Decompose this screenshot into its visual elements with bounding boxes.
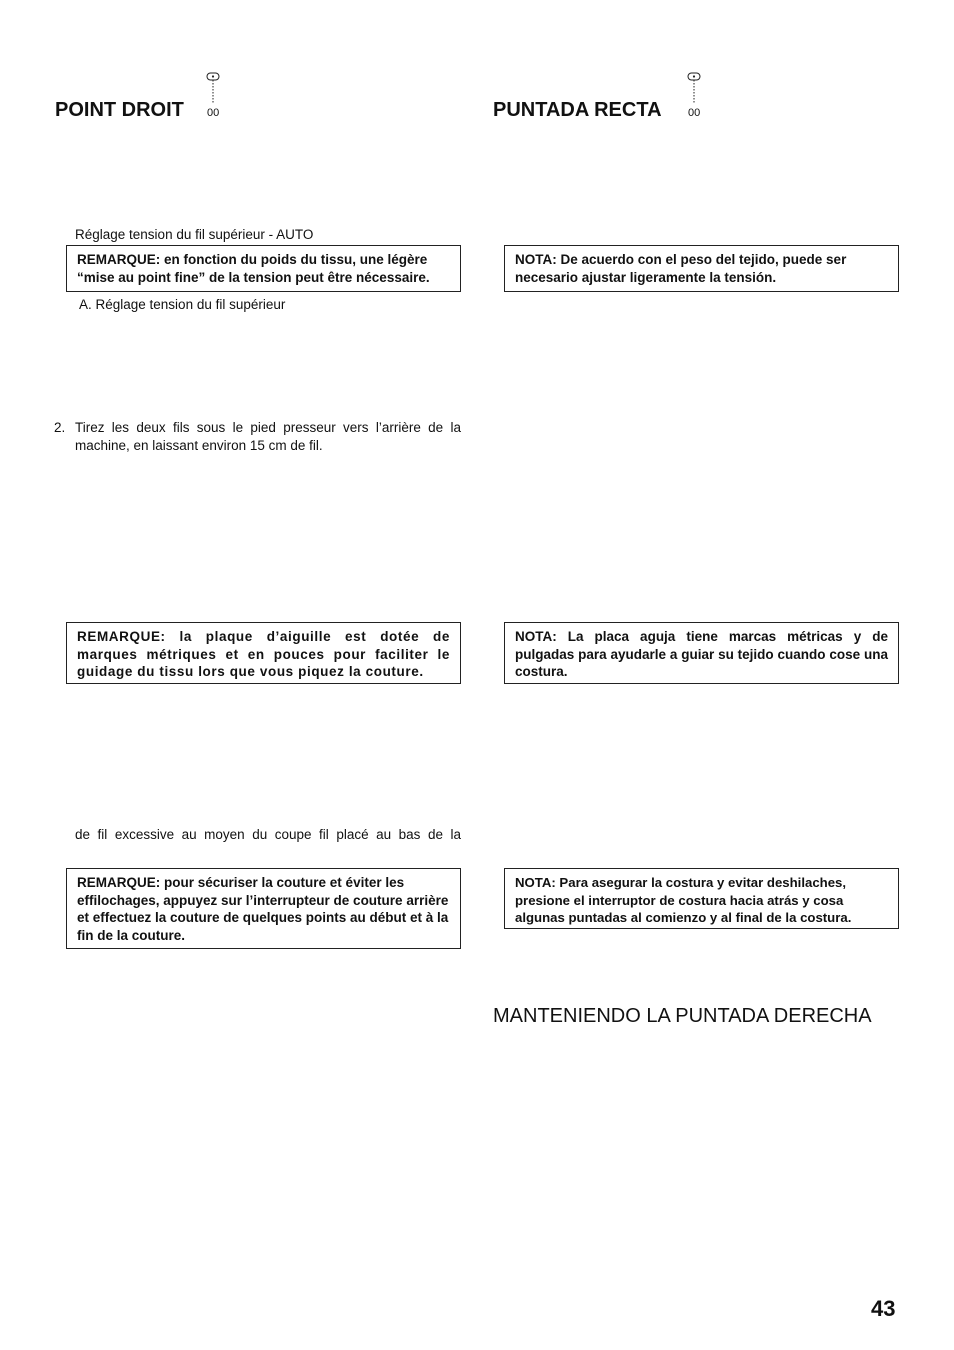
- step-2-number: 2.: [54, 420, 66, 435]
- tension-caption: A. Réglage tension du fil supérieur: [79, 297, 286, 312]
- right-note-reverse: NOTA: Para asegurar la costura y evitar deshilaches, presione el interruptor de costura hacia atrás y cosa algunas puntadas al comienzo y al final de la costura.: [504, 868, 899, 929]
- left-title: POINT DROIT: [55, 99, 184, 121]
- right-title: PUNTADA RECTA: [493, 99, 662, 121]
- right-note-needle-plate: NOTA: La placa aguja tiene marcas métricas y de pulgadas para ayudarle a guiar su tejido cuando cose una costura.: [504, 622, 899, 684]
- thread-cutter-fragment: de fil excessive au moyen du coupe fil placé au bas de la: [75, 827, 461, 842]
- right-note-tension: NOTA: De acuerdo con el peso del tejido, puede ser necesario ajustar ligeramente la tensión.: [504, 245, 899, 292]
- right-stitch-number: 00: [688, 107, 701, 119]
- left-note-reverse: REMARQUE: pour sécuriser la couture et éviter les effilochages, appuyez sur l’interrupteur de couture arrière et effectuez la couture de quelques points au début et à la fin de la couture.: [66, 868, 461, 949]
- left-stitch-number: 00: [207, 107, 220, 119]
- right-subheading: MANTENIENDO LA PUNTADA DERECHA: [493, 1005, 872, 1027]
- step-2-text: Tirez les deux fils sous le pied presseur vers l’arrière de la machine, en laissant environ 15 cm de fil.: [75, 420, 461, 453]
- straight-stitch-icon: [205, 72, 221, 112]
- left-note-tension: REMARQUE: en fonction du poids du tissu, une légère “mise au point fine” de la tension peut être nécessaire.: [66, 245, 461, 292]
- left-note-needle-plate: REMARQUE: la plaque d’aiguille est dotée de marques métriques et en pouces pour faciliter le guidage du tissu lors que vous piquez la couture.: [66, 622, 461, 684]
- straight-stitch-icon: [686, 72, 702, 112]
- tension-auto-label: Réglage tension du fil supérieur - AUTO: [75, 227, 314, 242]
- page-number: 43: [871, 1296, 896, 1321]
